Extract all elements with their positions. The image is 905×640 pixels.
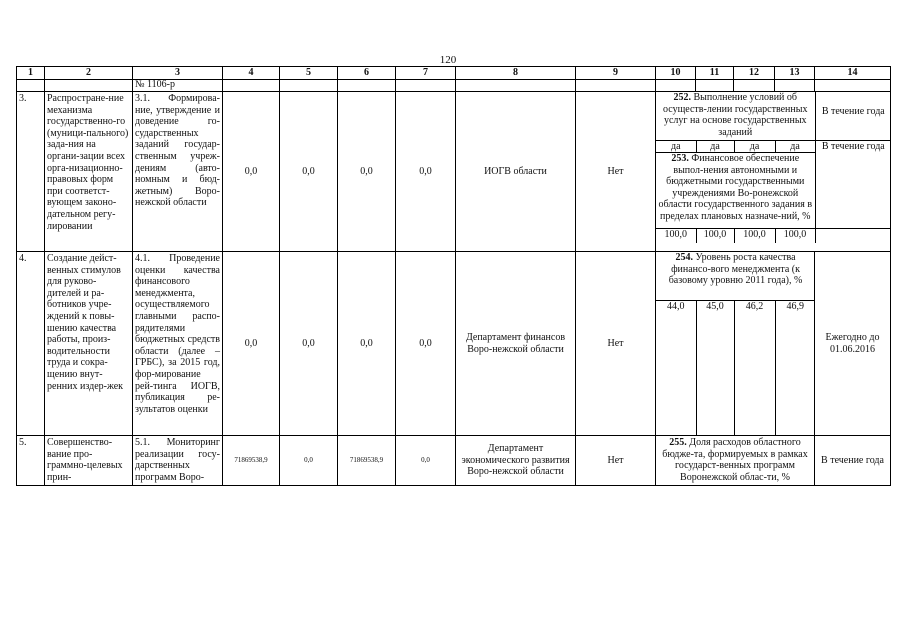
- funding-col5: 0,0: [280, 92, 338, 252]
- term-255: В течение года: [815, 436, 891, 486]
- term-252: В течение года: [815, 92, 891, 140]
- col-header-2: 2: [45, 67, 133, 80]
- header-row: [17, 67, 891, 80]
- indicator-255: 255. Доля расходов областного бюдже-та, формируемых в рамках государст-венных программ Воронежской облас-ти, %: [656, 436, 815, 486]
- indicator-253-value: 100,0: [775, 229, 815, 243]
- funding-col4: 71869538,9: [223, 436, 280, 486]
- continuation-text: № 1106-р: [133, 80, 223, 92]
- executor: ИОГВ области: [456, 92, 576, 252]
- col-header-8: 8: [456, 67, 576, 80]
- indicators-block: [656, 252, 815, 436]
- col-header-5: 5: [280, 67, 338, 80]
- indicator-254-value: 46,9: [775, 300, 815, 435]
- term-254: Ежегодно до 01.06.2016: [815, 252, 891, 436]
- indicator-254: 254. Уровень роста качества финансо-вого менеджмента (к базовому уровню 2011 года), %: [656, 252, 815, 300]
- col-header-4: 4: [223, 67, 280, 80]
- indicator-254-value: 45,0: [696, 300, 734, 435]
- col-header-14: 14: [815, 67, 891, 80]
- funding-col7: 0,0: [396, 92, 456, 252]
- indicator-252-value: да: [656, 140, 696, 153]
- executor: Департамент финансов Воро-нежской области: [456, 252, 576, 436]
- funding-col7: 0,0: [396, 252, 456, 436]
- indicator-252: 252. Выполнение условий об осуществ-лении государственных услуг на основе государственных заданий: [656, 92, 815, 140]
- funding-col4: 0,0: [223, 92, 280, 252]
- col-header-1: 1: [17, 67, 45, 80]
- funding-col6: 71869538,9: [338, 436, 396, 486]
- row-number: 3.: [17, 92, 45, 252]
- col-header-3: 3: [133, 67, 223, 80]
- indicator-253: 253. Финансовое обеспечение выпол-нения автономными и бюджетными государственными учреждениями Во-ронежской области государственного задания в пределах плановых назначе-ний, %: [656, 153, 815, 229]
- funding-col4: 0,0: [223, 252, 280, 436]
- page-number: 120: [439, 54, 457, 66]
- executor: Департамент экономического развития Воро-нежской области: [456, 436, 576, 486]
- col9-value: Нет: [576, 92, 656, 252]
- term-253: В течение года: [815, 140, 891, 229]
- continuation-row: [17, 80, 891, 92]
- table-row: [17, 252, 891, 436]
- indicators-inner: [656, 92, 891, 243]
- indicators-block: [656, 92, 891, 252]
- col-header-13: 13: [775, 67, 815, 80]
- measure-name: Создание дейст-венных стимулов для руково-дителей и ра-ботников учре-ждений к повы-шению качества работы, произ-водительности труда и сокра-щению внут-ренних издер-жек: [45, 252, 133, 436]
- table-row: [17, 436, 891, 486]
- row-number: 4.: [17, 252, 45, 436]
- funding-col7: 0,0: [396, 436, 456, 486]
- col-header-6: 6: [338, 67, 396, 80]
- funding-col6: 0,0: [338, 92, 396, 252]
- funding-col6: 0,0: [338, 252, 396, 436]
- indicator-252-value: да: [734, 140, 775, 153]
- measure-name: Распростране-ние механизма государственно-го (муници-пального) зада-ния на органи-зации всех орга-низационно-правовых форм при соответст-вующем законо-дательном регу-лировании: [45, 92, 133, 252]
- col-header-9: 9: [576, 67, 656, 80]
- indicator-253-value: 100,0: [656, 229, 696, 243]
- row-number: 5.: [17, 436, 45, 486]
- indicator-253-value: 100,0: [734, 229, 775, 243]
- col-header-11: 11: [696, 67, 734, 80]
- col-header-7: 7: [396, 67, 456, 80]
- indicator-254-value: 44,0: [656, 300, 696, 435]
- activity-name: 3.1. Формирова-ние, утверждение и доведение го-сударственных заданий государ-ственным учреж-дениям (авто-номным и бюд-жетным) Воро-нежской области: [133, 92, 223, 252]
- table-row: [17, 92, 891, 252]
- indicator-254-value: 46,2: [734, 300, 775, 435]
- indicator-253-value: 100,0: [696, 229, 734, 243]
- indicator-252-value: да: [696, 140, 734, 153]
- col9-value: Нет: [576, 252, 656, 436]
- activity-name: 4.1. Проведение оценки качества финансового менеджмента, осуществляемого главными распо-рядителями бюджетных средств области (далее – ГРБС), за 2015 год, фор-мирование рей-тинга ИОГВ, публикация ре-зультатов оценки: [133, 252, 223, 436]
- activity-name: 5.1. Мониторинг реализации госу-дарственных программ Воро-: [133, 436, 223, 486]
- col-header-12: 12: [734, 67, 775, 80]
- measure-name: Совершенство-вание про-граммно-целевых прин-: [45, 436, 133, 486]
- col-header-10: 10: [656, 67, 696, 80]
- indicator-252-value: да: [775, 140, 815, 153]
- funding-col5: 0,0: [280, 252, 338, 436]
- funding-col5: 0,0: [280, 436, 338, 486]
- indicators-inner: [656, 252, 815, 435]
- col9-value: Нет: [576, 436, 656, 486]
- measures-table: [16, 66, 891, 486]
